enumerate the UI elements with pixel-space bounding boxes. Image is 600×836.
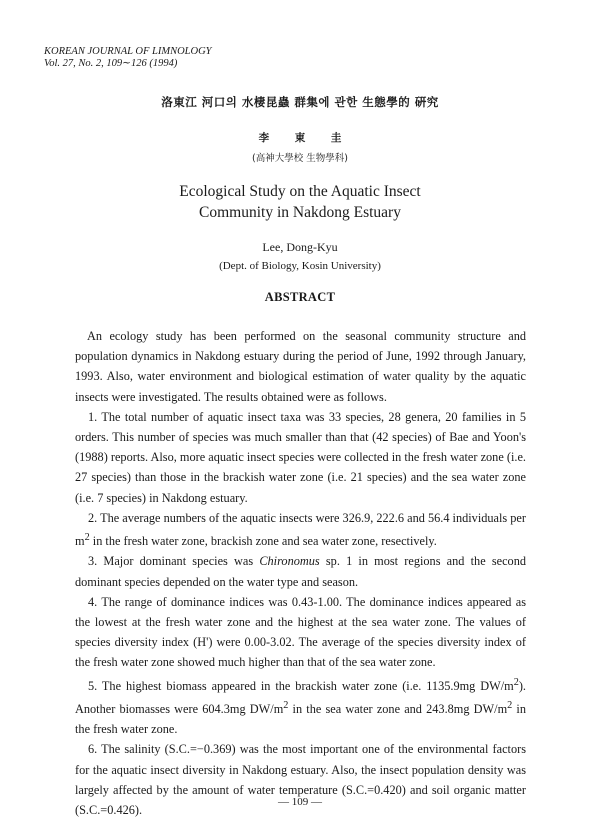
- abstract-point-5-text-d: in the fresh water zone.: [75, 701, 526, 737]
- superscript: 2: [513, 676, 519, 688]
- abstract-point-2-text-a: 2. The average numbers of the aquatic insects were 326.9, 222.6 and 56.4 individuals per m: [75, 510, 526, 549]
- english-affiliation: (Dept. of Biology, Kosin University): [219, 260, 381, 272]
- abstract-point-6: 6. The salinity (S.C.=−0.369) was the most important one of the environmental factors for the aquatic insect diversity in Nakdong estuary. Also, the insect population density was largely affected by the amount of water temperature (S.C.=0.420) and soil organic matter (S.C.=0.426).: [75, 742, 526, 817]
- abstract-point-3-text-a: 3. Major dominant species was: [88, 554, 260, 569]
- abstract-point-5-text-a: 5. The highest biomass appeared in the brackish water zone (i.e. 1135.9mg DW/m: [88, 678, 514, 693]
- korean-title: 洛東江 河口의 水棲昆蟲 群集에 관한 生態學的 硏究: [161, 95, 439, 109]
- superscript: 2: [507, 699, 513, 711]
- abstract-point-2: [75, 508, 526, 552]
- page-number: — 109 —: [278, 796, 322, 808]
- abstract-point-3-text-b: sp. 1 in most regions and the second dominant species depended on the water type and season.: [75, 554, 526, 589]
- abstract-point-1: 1. The total number of aquatic insect taxa was 33 species, 28 genera, 20 families in 5 orders. This number of species was much smaller than that (42 species) of Bae and Yoon's (1988) reports. Also, more aquatic insect species were collected in the fresh water zone (i.e. 27 species) than those in the brackish water zone (i.e. 21 species) and the sea water zone (i.e. 7 species) in Nakdong estuary.: [75, 409, 526, 505]
- journal-name: KOREAN JOURNAL OF LIMNOLOGY: [44, 46, 212, 57]
- superscript: 2: [84, 532, 90, 544]
- abstract-point-3: [75, 551, 526, 591]
- english-author: Lee, Dong-Kyu: [262, 240, 338, 254]
- abstract-point-5: [75, 673, 526, 740]
- abstract-point-2-text-b: in the fresh water zone, brackish zone and sea water zone, resectively.: [89, 534, 437, 549]
- abstract-point-4: 4. The range of dominance indices was 0.43-1.00. The dominance indices appeared as the lowest at the fresh water zone and the highest at the sea water zone. The values of species diversity index (H') were 0.00-3.02. The average of the species diversity index of the fresh water zone showed much higher than that of the sea water zone.: [75, 594, 526, 670]
- abstract-heading: ABSTRACT: [264, 290, 336, 304]
- species-name: Chironomus: [259, 554, 320, 569]
- korean-affiliation: (高神大學校 生物學科): [252, 153, 348, 164]
- superscript: 2: [283, 699, 289, 711]
- abstract-body: [75, 326, 526, 820]
- english-title-line-2: Community in Nakdong Estuary: [199, 204, 401, 221]
- journal-header: [44, 46, 212, 70]
- english-title-line-1: Ecological Study on the Aquatic Insect: [179, 183, 421, 200]
- english-title: [0, 181, 600, 223]
- journal-volume: Vol. 27, No. 2, 109∼126 (1994): [44, 58, 178, 69]
- abstract-point-5-text-c: in the sea water zone and 243.8mg DW/m: [288, 701, 508, 716]
- korean-author: 李 東 圭: [258, 132, 342, 144]
- abstract-intro: An ecology study has been performed on the seasonal community structure and population dynamics in Nakdong estuary during the period of June, 1992 through January, 1993. Also, water environment and biological estimation of water quality by the aquatic insects were investigated. The results obtained were as follows.: [75, 329, 526, 404]
- abstract-point-5-text-b: ). Another biomasses were 604.3mg DW/m: [75, 678, 526, 716]
